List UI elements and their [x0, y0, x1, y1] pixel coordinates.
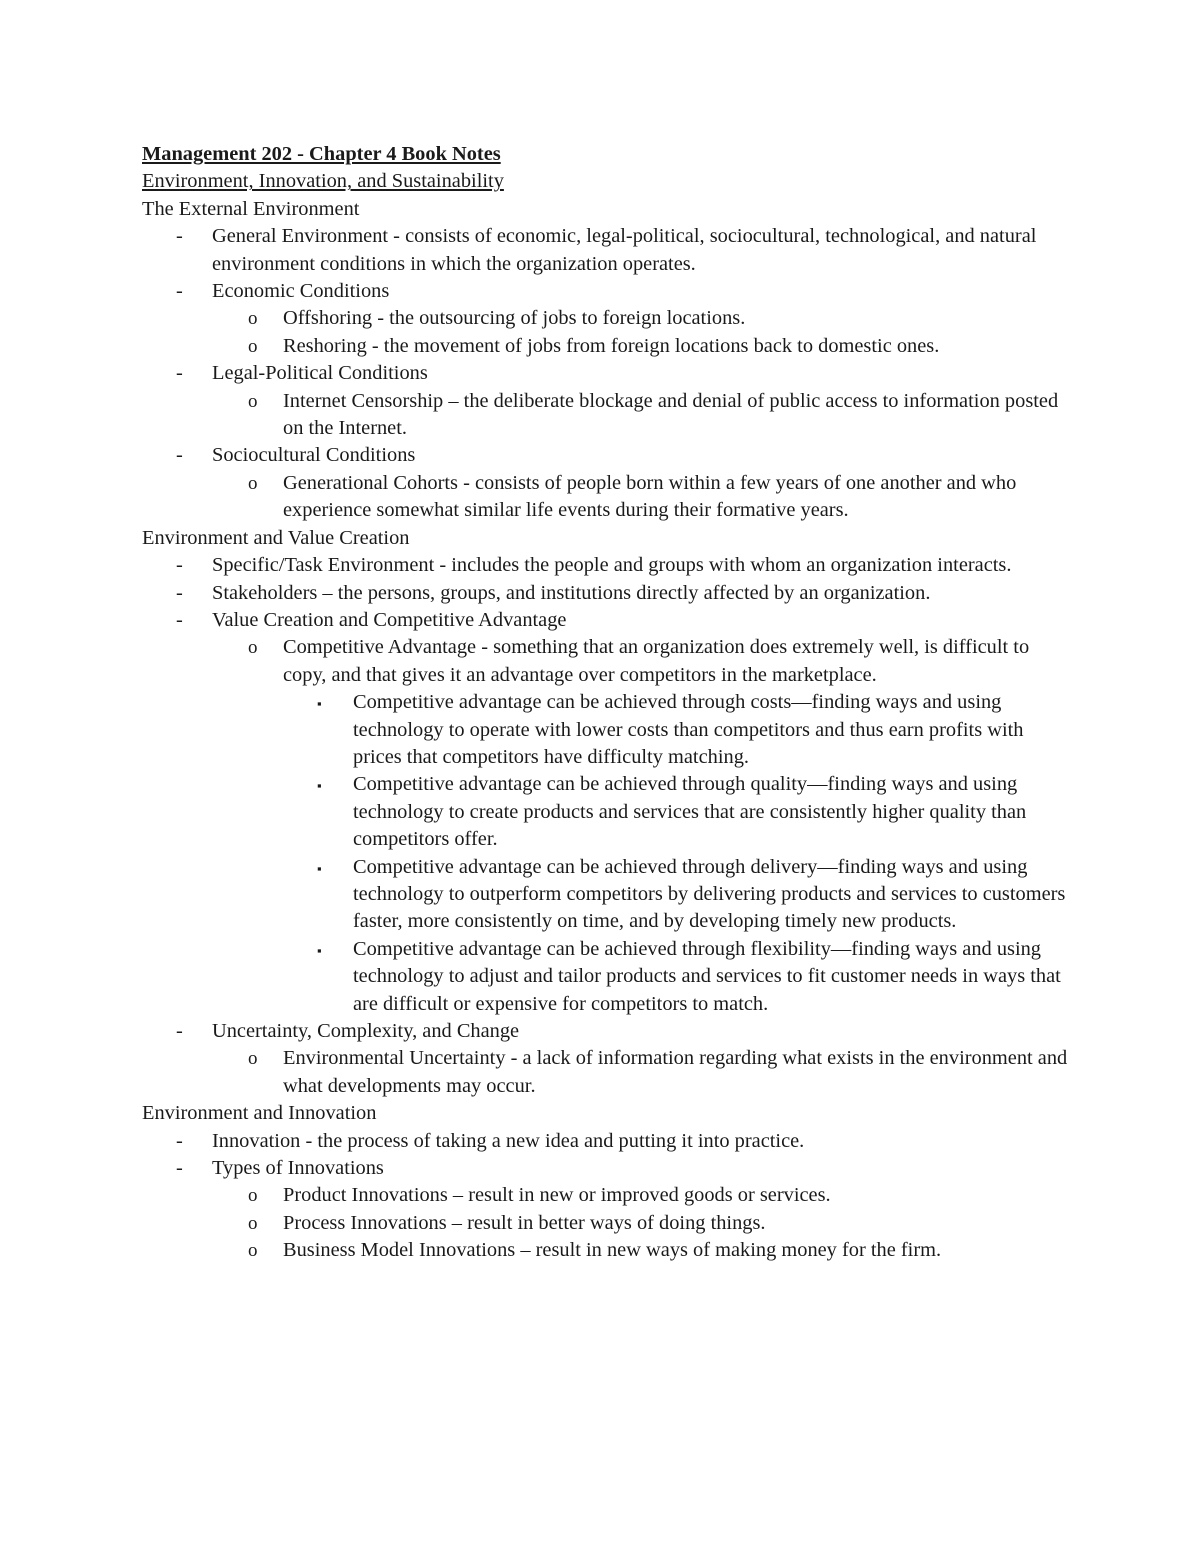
bullet-marker: - — [176, 1157, 183, 1180]
outline-item-text: Economic Conditions — [212, 280, 390, 303]
outline-item-text: Value Creation and Competitive Advantage — [212, 608, 567, 631]
document-title: Management 202 - Chapter 4 Book Notes — [142, 143, 501, 165]
outline-item — [142, 771, 1072, 853]
outline-item — [142, 1182, 1072, 1209]
bullet-marker: o — [248, 335, 258, 357]
outline-item — [142, 470, 1072, 525]
bullet-marker: ▪ — [317, 942, 322, 958]
outline-item-text: Types of Innovations — [212, 1157, 384, 1180]
outline-item — [142, 305, 1072, 332]
outline-item-text: Internet Censorship – the deliberate blockage and denial of public access to information posted on the Internet. — [283, 389, 1059, 440]
outline-item — [142, 1045, 1072, 1100]
bullet-marker: - — [176, 554, 183, 577]
bullet-marker: o — [248, 637, 258, 659]
outline-item-text: Competitive advantage can be achieved through delivery—finding ways and using technology to outperform competitors by delivering products and services to customers faster, more consistently on time, and by developing timely new products. — [353, 855, 1066, 933]
bullet-marker: - — [176, 444, 183, 467]
outline-item — [142, 1155, 1072, 1182]
outline-item-text: Innovation - the process of taking a new idea and putting it into practice. — [212, 1129, 805, 1152]
outline-item-text: Environment and Innovation — [142, 1102, 377, 1125]
document-subtitle: Environment, Innovation, and Sustainability — [142, 170, 504, 193]
outline-item — [142, 634, 1072, 689]
outline-item — [142, 552, 1072, 579]
outline-item — [142, 1128, 1072, 1155]
outline-item-text: Competitive advantage can be achieved through flexibility—finding ways and using technology to adjust and tailor products and services to fit customer needs in ways that are difficult or expensive for competitors to match. — [353, 937, 1061, 1015]
outline-item — [142, 936, 1072, 1018]
outline-item-text: Competitive Advantage - something that an organization does extremely well, is difficult to copy, and that gives it an advantage over competitors in the marketplace. — [283, 636, 1030, 686]
outline-item-text: Generational Cohorts - consists of people born within a few years of one another and who experience somewhat similar life events during their formative years. — [283, 471, 1017, 522]
outline-item — [142, 607, 1072, 634]
bullet-marker: ▪ — [317, 860, 322, 876]
outline-item — [142, 388, 1072, 443]
bullet-marker: - — [176, 608, 183, 631]
outline-item — [142, 1018, 1072, 1045]
outline-item — [142, 223, 1072, 278]
outline-item-text: Stakeholders – the persons, groups, and institutions directly affected by an organization. — [212, 581, 931, 604]
outline-item — [142, 333, 1072, 360]
document-page — [142, 141, 1072, 1265]
outline-item-text: Legal-Political Conditions — [212, 362, 428, 385]
outline-item — [142, 278, 1072, 305]
outline-item-text: Competitive advantage can be achieved through quality—finding ways and using technology to create products and services that are consistently higher quality than competitors offer. — [353, 773, 1027, 851]
outline-item-text: Reshoring - the movement of jobs from foreign locations back to domestic ones. — [283, 334, 940, 357]
outline-item-text: Environmental Uncertainty - a lack of information regarding what exists in the environment and what developments may occur. — [283, 1047, 1068, 1097]
bullet-marker: o — [248, 390, 258, 412]
bullet-marker: o — [248, 1048, 258, 1070]
outline-item-text: Offshoring - the outsourcing of jobs to foreign locations. — [283, 307, 746, 330]
outline-item-text: Product Innovations – result in new or improved goods or services. — [283, 1184, 831, 1207]
bullet-marker: - — [176, 1129, 183, 1152]
outline-item — [142, 580, 1072, 607]
bullet-marker: o — [248, 1185, 258, 1207]
bullet-marker: - — [176, 1020, 183, 1042]
bullet-marker: - — [176, 362, 183, 385]
bullet-marker: o — [248, 472, 258, 494]
bullet-marker: o — [248, 1212, 258, 1234]
outline-item-text: Competitive advantage can be achieved through costs—finding ways and using technology to operate with lower costs than competitors and thus earn profits with prices that competitors have difficulty matching. — [353, 691, 1024, 768]
outline-item — [142, 1210, 1072, 1237]
bullet-marker: ▪ — [317, 696, 322, 712]
outline-item — [142, 442, 1072, 469]
bullet-marker: - — [176, 581, 183, 604]
outline-item-text: The External Environment — [142, 197, 360, 220]
bullet-marker: - — [176, 225, 183, 248]
bullet-marker: o — [248, 1240, 258, 1262]
section-heading — [142, 196, 1072, 223]
outline-item-text: Process Innovations – result in better ways of doing things. — [283, 1211, 766, 1234]
section-heading — [142, 1100, 1072, 1127]
bullet-marker: o — [248, 308, 258, 330]
outline-item — [142, 360, 1072, 387]
section-heading — [142, 525, 1072, 552]
outline-item-text: Environment and Value Creation — [142, 526, 410, 549]
outline-item-text: Sociocultural Conditions — [212, 444, 416, 467]
outline-item — [142, 1237, 1072, 1264]
bullet-marker: - — [176, 280, 183, 303]
outline-item — [142, 854, 1072, 936]
outline-item-text: Uncertainty, Complexity, and Change — [212, 1020, 520, 1042]
outline-item — [142, 689, 1072, 771]
outline-item-text: Specific/Task Environment - includes the people and groups with whom an organization interacts. — [212, 554, 1012, 577]
outline-item-text: Business Model Innovations – result in new ways of making money for the firm. — [283, 1239, 942, 1262]
outline-item-text: General Environment - consists of economic, legal-political, sociocultural, technological, and natural environment conditions in which the organization operates. — [212, 225, 1037, 275]
bullet-marker: ▪ — [317, 778, 322, 794]
notes-outline — [142, 196, 1072, 1265]
